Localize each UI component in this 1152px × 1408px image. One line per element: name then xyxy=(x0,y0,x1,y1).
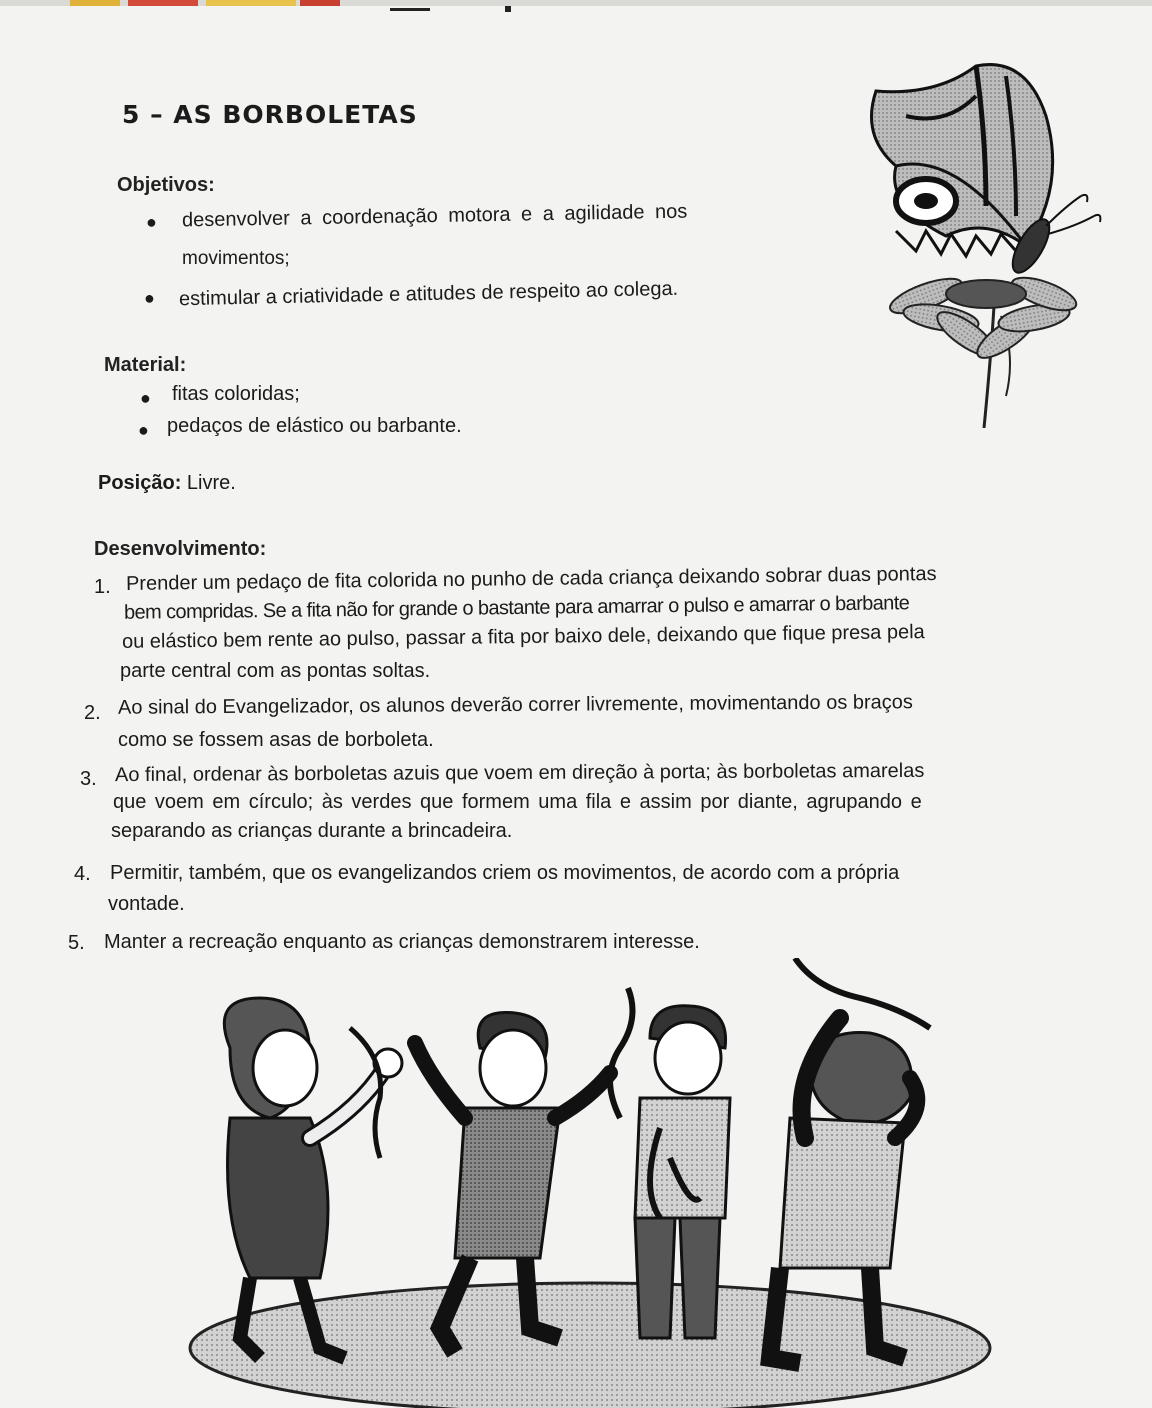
objetivos-heading: Objetivos: xyxy=(117,174,215,196)
step-1-line-3: ou elástico bem rente ao pulso, passar a fita por baixo dele, deixando que fique presa pela xyxy=(121,621,925,653)
material-heading: Material: xyxy=(104,354,187,376)
objetivo-2-line: estimular a criatividade e atitudes de respeito ao colega. xyxy=(178,277,679,311)
material-item-2: pedaços de elástico ou barbante. xyxy=(167,415,462,437)
posicao-heading: Posição: xyxy=(98,472,182,494)
posicao-value: Livre. xyxy=(186,472,236,494)
step-5-number: 5. xyxy=(68,932,85,954)
step-1-number: 1. xyxy=(94,576,111,598)
page-title: 5 – AS BORBOLETAS xyxy=(122,100,418,129)
step-2-line-1: Ao sinal do Evangelizador, os alunos deverão correr livremente, movimentando os braços xyxy=(117,691,913,719)
step-1-line-4: parte central com as pontas soltas. xyxy=(120,660,431,682)
desenvolvimento-heading: Desenvolvimento: xyxy=(94,538,267,560)
step-4-line-1: Permitir, também, que os evangelizandos criem os movimentos, de acordo com a própria xyxy=(110,862,900,884)
material-item-1: fitas coloridas; xyxy=(172,383,300,405)
bullet-icon: ● xyxy=(138,420,149,440)
bullet-icon: ● xyxy=(146,212,157,232)
step-2-number: 2. xyxy=(84,702,101,724)
step-5-line-1: Manter a recreação enquanto as crianças demonstrarem interesse. xyxy=(104,931,700,953)
step-4-line-2: vontade. xyxy=(108,893,185,915)
step-3-line-3: separando as crianças durante a brincadeira. xyxy=(111,820,513,842)
objetivo-1-line-2: movimentos; xyxy=(182,248,290,269)
posicao-line xyxy=(98,472,236,495)
bullet-icon: ● xyxy=(140,388,151,408)
step-1-line-2: bem compridas. Se a fita não for grande o bastante para amarrar o pulso e amarrar o barbante xyxy=(123,592,910,624)
step-3-line-1: Ao final, ordenar às borboletas azuis que voem em direção à porta; às borboletas amarelas xyxy=(114,759,925,787)
scan-top-strip xyxy=(0,0,1152,20)
step-2-line-2: como se fossem asas de borboleta. xyxy=(118,729,434,751)
bullet-icon: ● xyxy=(144,288,155,308)
step-3-line-2: que voem em círculo; às verdes que formem uma fila e assim por diante, agrupando e xyxy=(113,791,922,813)
objetivo-1-line-1: desenvolver a coordenação motora e a agilidade nos xyxy=(181,200,688,232)
children-playing-illustration xyxy=(170,958,1072,1408)
step-4-number: 4. xyxy=(74,863,91,885)
step-3-number: 3. xyxy=(80,768,97,790)
butterfly-illustration xyxy=(866,56,1116,428)
step-1-line-1: Prender um pedaço de fita colorida no punho de cada criança deixando sobrar duas pontas xyxy=(125,563,937,595)
